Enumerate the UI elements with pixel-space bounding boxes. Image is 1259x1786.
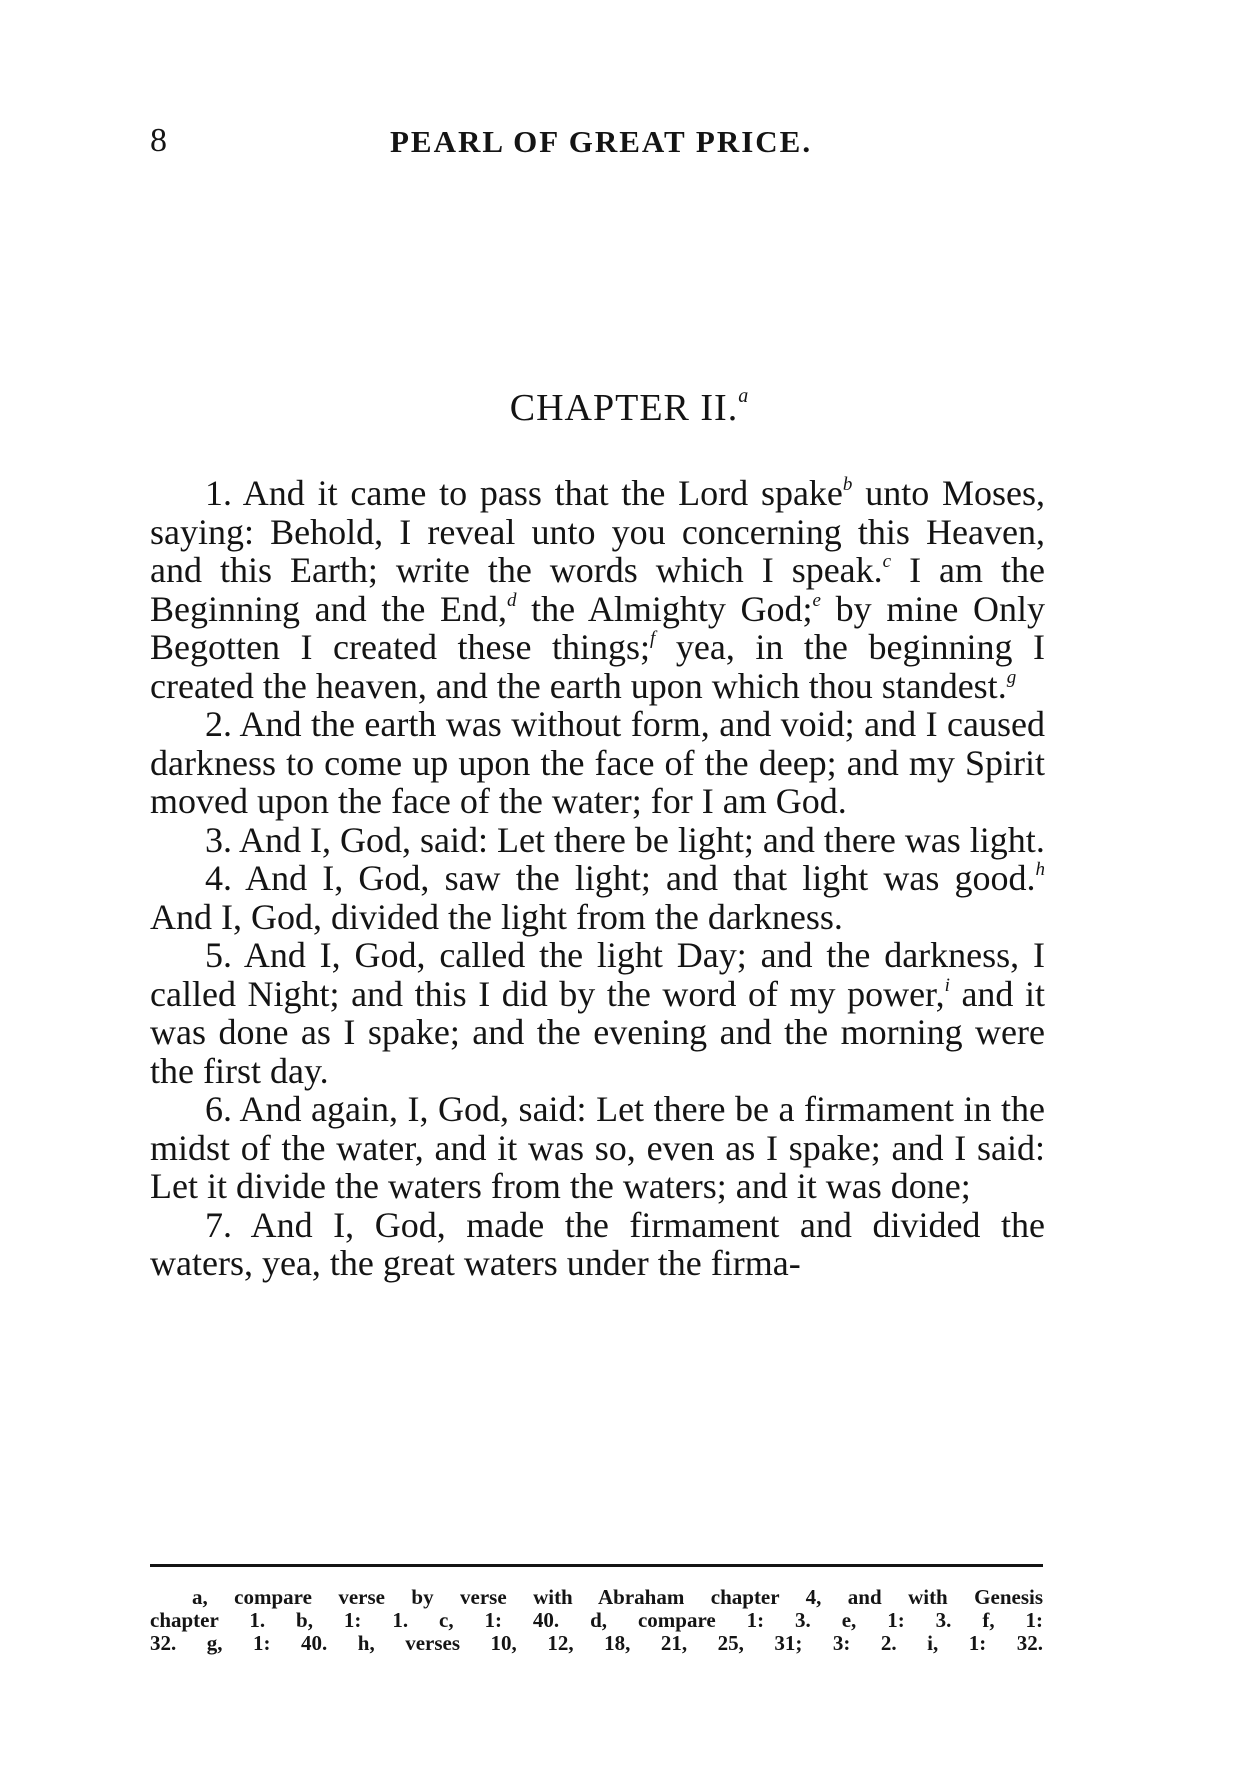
verse-text: 3. And I, God, said: Let there be light; and there was light.	[205, 819, 1045, 860]
page-number: 8	[150, 122, 167, 159]
verse-text: 6. And again, I, God, said: Let there be a firmament in the midst of the water, and it was so, even as I spake; and I said: Let it divide the waters from the waters; and it was done;	[150, 1089, 1045, 1206]
verse	[150, 936, 1045, 1090]
footnotes	[150, 1586, 1043, 1655]
footnote-ref: e	[812, 589, 821, 611]
verse-text: unto Moses, saying: Behold, I reveal unto you concerning this Heaven, and this Earth; write the words which I speak.	[150, 473, 1045, 590]
verse-text: by mine Only Begotten I created these things;	[150, 588, 1046, 667]
verse	[150, 474, 1045, 705]
chapter-note-ref: a	[738, 385, 750, 407]
verse	[150, 705, 1045, 821]
verse-text: the Almighty God;	[516, 588, 813, 629]
verse	[150, 1206, 1045, 1283]
verse-text: 1. And it came to pass that the Lord spake	[205, 473, 843, 513]
verse-text: and it was done as I spake; and the evening and the morning were the first day.	[150, 973, 1046, 1091]
footnote-ref: b	[842, 474, 853, 495]
verse-text: 2. And the earth was without form, and void; and I caused darkness to come up upon the face of the deep; and my Spirit moved upon the face of the water; for I am God.	[150, 704, 1045, 821]
verse-text: And I, God, divided the light from the darkness.	[150, 896, 843, 937]
chapter-text	[150, 474, 1045, 1283]
verse-text: yea, in the beginning I created the heaven, and the earth upon which thou standest.	[150, 627, 1045, 706]
running-title: PEARL OF GREAT PRICE.	[390, 124, 813, 159]
footnote-ref: d	[507, 589, 517, 611]
footnote-divider	[150, 1564, 1043, 1567]
chapter-title: CHAPTER II.	[509, 387, 739, 429]
verse	[150, 859, 1045, 936]
verse	[150, 1090, 1045, 1206]
verse-text: 4. And I, God, saw the light; and that light was good.	[205, 858, 1036, 898]
verse-text: 5. And I, God, called the light Day; and the darkness, I called Night; and this I did by the word of my power,	[150, 935, 1045, 1014]
footnote-line: chapter 1. b, 1: 1. c, 1: 40. d, compare 1: 3. e, 1: 3. f, 1:	[150, 1608, 1043, 1632]
verse	[150, 821, 1045, 860]
verse-text: I am the Beginning and the End,	[150, 550, 1045, 629]
footnote-ref: h	[1035, 859, 1045, 880]
footnote-line: 32. g, 1: 40. h, verses 10, 12, 18, 21, 25, 31; 3: 2. i, 1: 32.	[150, 1631, 1043, 1655]
chapter-heading	[0, 385, 1259, 430]
footnote-ref: c	[882, 551, 892, 572]
footnote-ref: f	[650, 628, 656, 649]
verse-text: 7. And I, God, made the firmament and divided the waters, yea, the great waters under the firma-	[150, 1204, 1045, 1283]
running-head	[150, 122, 1050, 172]
footnote-line: a, compare verse by verse with Abraham chapter 4, and with Genesis	[192, 1585, 1043, 1609]
footnote-ref: i	[944, 974, 950, 996]
footnote-ref: g	[1006, 666, 1017, 688]
